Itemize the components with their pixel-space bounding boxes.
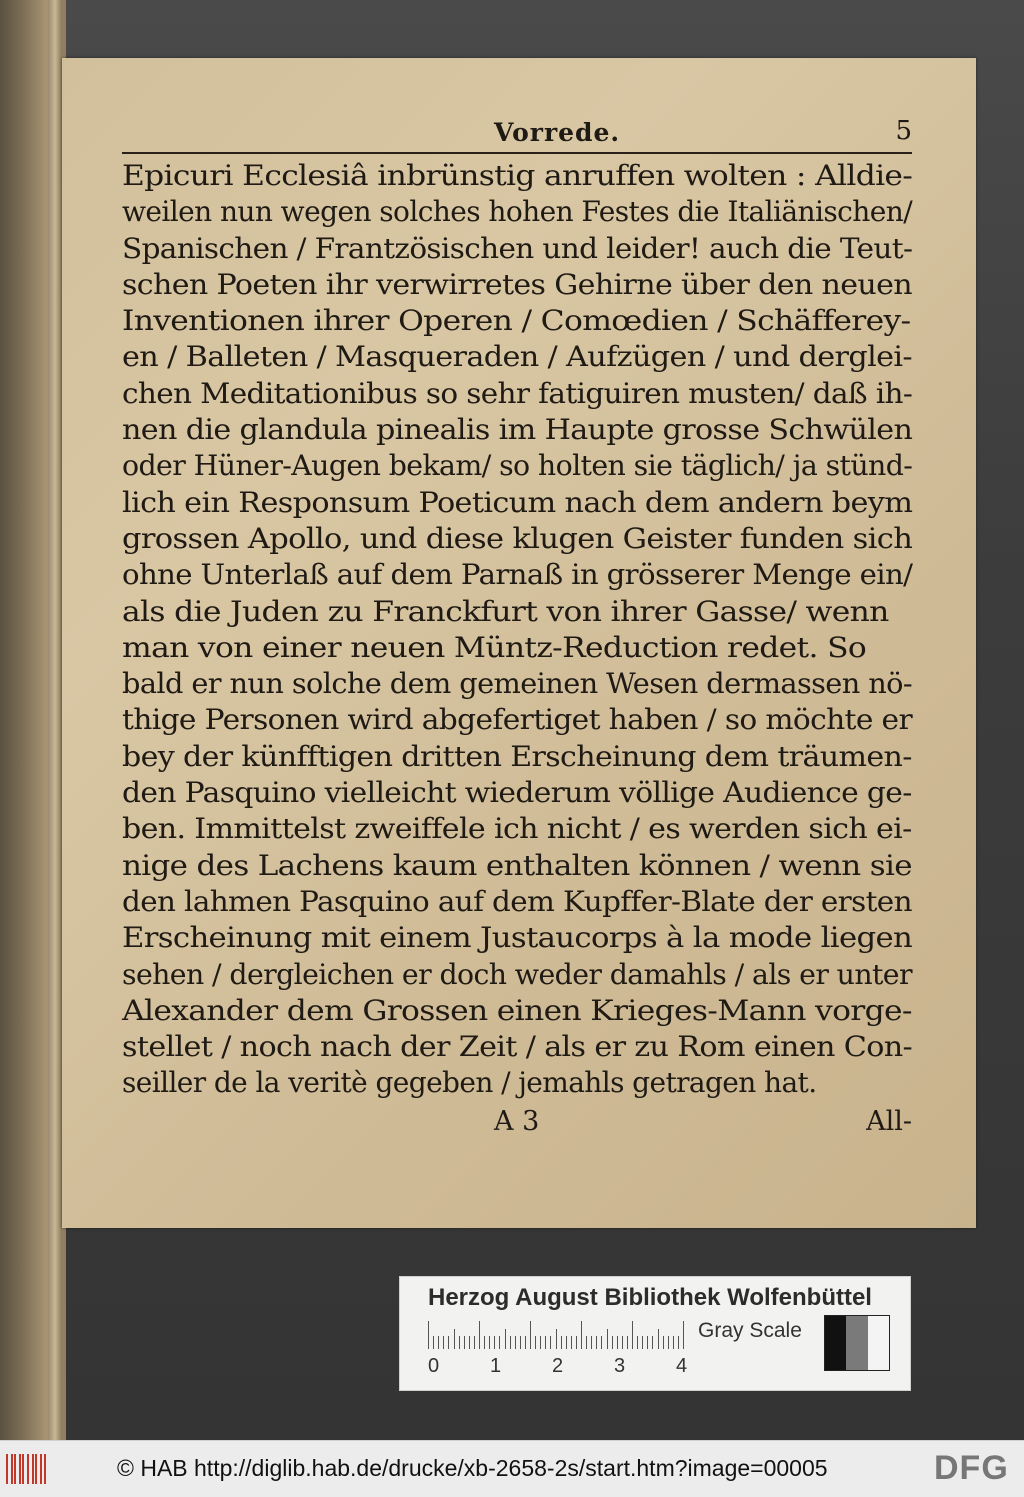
text-line: man von einer neuen Müntz-Reduction redet. So (122, 630, 867, 664)
ruler-tick (663, 1336, 664, 1349)
ruler-tick (525, 1336, 526, 1349)
logo-bar (35, 1454, 37, 1484)
ruler-tick (484, 1336, 485, 1349)
page-number: 5 (895, 116, 912, 146)
hab-barcode-logo-icon (6, 1454, 48, 1484)
logo-bar (40, 1454, 42, 1484)
ruler-tick (530, 1321, 531, 1349)
ruler-tick (505, 1329, 506, 1349)
text-line: bey der künfftigen dritten Erscheinung dem träumen- (122, 739, 912, 773)
gray-swatch (825, 1316, 846, 1370)
ruler-tick (571, 1336, 572, 1349)
text-line: als die Juden zu Franckfurt von ihrer Gasse/ wenn (122, 594, 889, 628)
ruler-tick (469, 1336, 470, 1349)
ruler-tick (556, 1329, 557, 1349)
gray-swatch (868, 1316, 889, 1370)
ruler-tick (535, 1336, 536, 1349)
ruler-tick (607, 1329, 608, 1349)
ruler-tick (581, 1321, 582, 1349)
text-line: den Pasquino vielleicht wiederum völlige Audience ge- (122, 776, 912, 810)
text-line: den lahmen Pasquino auf dem Kupffer-Blate der ersten (122, 884, 912, 918)
ruler-tick (612, 1336, 613, 1349)
ruler-tick (448, 1336, 449, 1349)
logo-bar (6, 1454, 8, 1484)
ruler-tick (591, 1336, 592, 1349)
book-page (62, 58, 976, 1228)
scale-ruler (428, 1321, 686, 1349)
text-line: sehen / dergleichen er doch weder damahls / als er unter (122, 957, 912, 991)
ruler-tick (622, 1336, 623, 1349)
previous-leaf-edge (48, 0, 62, 1440)
ruler-number: 0 (428, 1355, 440, 1377)
text-line: lich ein Responsum Poeticum nach dem andern beym (122, 485, 913, 519)
logo-bar (19, 1454, 21, 1484)
ruler-tick (596, 1336, 597, 1349)
ruler-tick (658, 1329, 659, 1349)
ruler-numbers (428, 1355, 708, 1379)
text-line: ben. Immittelst zweiffele ich nicht / es werden sich ei- (122, 812, 912, 846)
ruler-tick (489, 1336, 490, 1349)
footer-credit-link[interactable]: © HAB http://diglib.hab.de/drucke/xb-2658-2s/start.htm?image=00005 (117, 1455, 828, 1481)
text-line: chen Meditationibus so sehr fatiguiren musten/ daß ih- (122, 376, 913, 410)
ruler-tick (438, 1336, 439, 1349)
text-line: Epicuri Ecclesiâ inbrünstig anruffen wolten : Alldie- (122, 159, 913, 192)
dfg-logo: DFG (934, 1449, 1009, 1487)
ruler-tick (443, 1336, 444, 1349)
ruler-tick (683, 1321, 684, 1349)
running-head-title: Vorrede. (494, 118, 621, 147)
library-name: Herzog August Bibliothek Wolfenbüttel (428, 1284, 872, 1311)
text-line: Alexander dem Grossen einen Krieges-Mann vorge- (122, 993, 912, 1027)
logo-bar (11, 1454, 13, 1484)
text-line: en / Balleten / Masqueraden / Aufzügen / und derglei- (122, 340, 912, 374)
head-rule (122, 152, 912, 154)
gray-scale-label: Gray Scale (698, 1319, 802, 1342)
ruler-tick (474, 1336, 475, 1349)
ruler-tick (510, 1336, 511, 1349)
text-line: Inventionen ihrer Operen / Comœdien / Schäfferey- (122, 304, 911, 338)
text-line: oder Hüner-Augen bekam/ so holten sie täglich/ ja stünd- (122, 449, 913, 483)
ruler-tick (673, 1336, 674, 1349)
body-text (122, 158, 912, 1102)
logo-bar (14, 1454, 16, 1484)
logo-bar (27, 1454, 29, 1484)
ruler-number: 1 (490, 1355, 502, 1377)
ruler-tick (601, 1336, 602, 1349)
ruler-tick (627, 1336, 628, 1349)
text-line: Erscheinung mit einem Justaucorps à la mode liegen (122, 921, 913, 955)
signature-mark: A 3 (494, 1105, 540, 1137)
logo-bar (22, 1454, 24, 1484)
ruler-tick (647, 1336, 648, 1349)
ruler-tick (545, 1336, 546, 1349)
ruler-tick (499, 1336, 500, 1349)
ruler-tick (576, 1336, 577, 1349)
ruler-tick (632, 1321, 633, 1349)
ruler-tick (494, 1336, 495, 1349)
text-line: schen Poeten ihr verwirretes Gehirne über den neuen (122, 267, 913, 301)
ruler-tick (428, 1321, 429, 1349)
text-line: nen die glandula pinealis im Haupte grosse Schwülen (122, 413, 913, 447)
ruler-tick (678, 1336, 679, 1349)
ruler-tick (637, 1336, 638, 1349)
page-content (122, 114, 912, 1146)
ruler-tick (520, 1336, 521, 1349)
ruler-tick (459, 1336, 460, 1349)
catchword: All- (866, 1105, 912, 1137)
ruler-number: 3 (614, 1355, 626, 1377)
ruler-number: 4 (676, 1355, 688, 1377)
logo-bar (44, 1454, 46, 1484)
text-line: weilen nun wegen solches hohen Festes die Italiänischen/ (122, 195, 913, 229)
library-color-target (399, 1276, 911, 1391)
text-line: thige Personen wird abgefertiget haben / so möchte er (122, 703, 912, 737)
text-line: ohne Unterlaß auf dem Parnaß in grösserer Menge ein/ (122, 558, 913, 592)
ruler-tick (652, 1336, 653, 1349)
text-line: bald er nun solche dem gemeinen Wesen dermassen nö- (122, 667, 912, 701)
ruler-tick (668, 1336, 669, 1349)
gray-scale-swatches (824, 1315, 890, 1371)
ruler-tick (433, 1336, 434, 1349)
gray-swatch (846, 1316, 867, 1370)
ruler-tick (642, 1336, 643, 1349)
ruler-tick (540, 1336, 541, 1349)
ruler-tick (454, 1329, 455, 1349)
text-line: grossen Apollo, und diese klugen Geister funden sich (122, 521, 913, 555)
ruler-tick (586, 1336, 587, 1349)
ruler-tick (561, 1336, 562, 1349)
ruler-number: 2 (552, 1355, 564, 1377)
running-head (122, 114, 912, 154)
catchline (122, 1106, 912, 1146)
logo-bar (32, 1454, 34, 1484)
ruler-tick (617, 1336, 618, 1349)
text-line: Spanischen / Frantzösischen und leider! auch die Teut- (122, 231, 913, 265)
text-line: nige des Lachens kaum enthalten können / wenn sie (122, 848, 912, 882)
text-line: seiller de la veritè gegeben / jemahls getragen hat. (122, 1066, 817, 1100)
ruler-tick (550, 1336, 551, 1349)
text-line: stellet / noch nach der Zeit / als er zu Rom einen Con- (122, 1030, 913, 1064)
ruler-tick (464, 1336, 465, 1349)
ruler-tick (515, 1336, 516, 1349)
ruler-tick (479, 1321, 480, 1349)
viewer-footer (0, 1440, 1024, 1497)
ruler-tick (566, 1336, 567, 1349)
